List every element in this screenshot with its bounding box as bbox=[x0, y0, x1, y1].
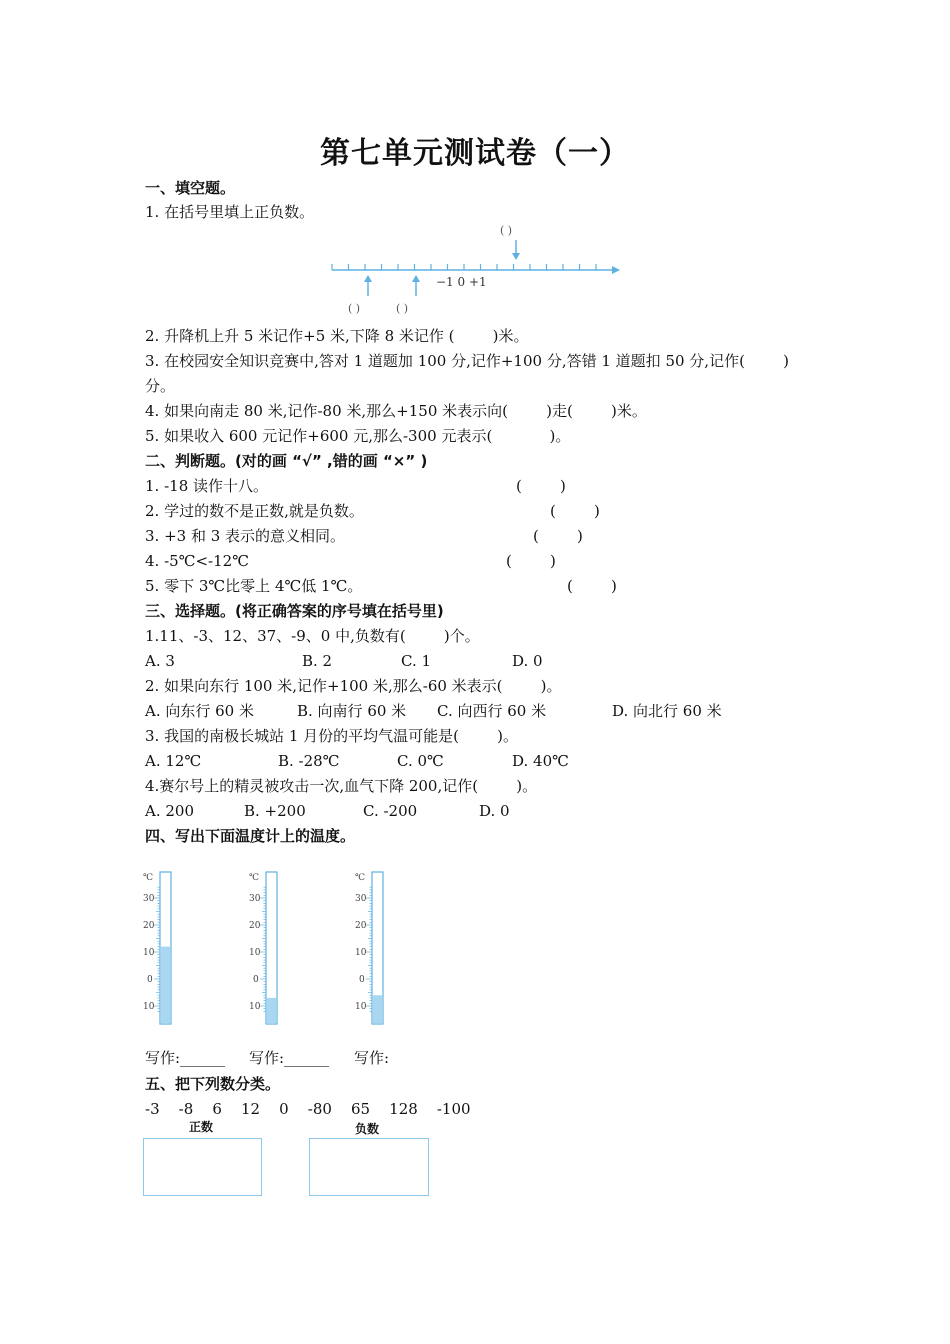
section-4-heading: 四、写出下面温度计上的温度。 bbox=[145, 827, 356, 845]
thermometer-tick-label: 0 bbox=[147, 975, 153, 985]
thermometer-mercury bbox=[161, 947, 170, 1023]
thermometer-tick-label: 0 bbox=[359, 975, 365, 985]
judge-bracket-1: ( ) bbox=[516, 477, 566, 495]
number-line-bottom-bracket-left: ( ) bbox=[348, 302, 361, 315]
choice-3-option-d: D. 40℃ bbox=[512, 752, 569, 770]
judge-item-1: 1. -18 读作十八。 bbox=[145, 477, 269, 495]
choice-1-option-b: B. 2 bbox=[302, 652, 333, 670]
number-line-labels: −1 0 +1 bbox=[436, 275, 487, 289]
judge-item-5: 5. 零下 3℃比零上 4℃低 1℃。 bbox=[145, 577, 363, 595]
thermometer-mercury bbox=[267, 998, 276, 1023]
thermometer-tick-label: 10 bbox=[249, 1002, 261, 1012]
positive-box bbox=[143, 1138, 262, 1196]
number-list: -3 -8 6 12 0 -80 65 128 -100 bbox=[145, 1100, 471, 1118]
thermometer-2-answer: 写作:______ bbox=[249, 1049, 330, 1067]
choice-1-option-a: A. 3 bbox=[145, 652, 175, 670]
choice-question-1: 1.11、-3、12、37、-9、0 中,负数有( )个。 bbox=[145, 627, 480, 645]
number-line-top-bracket: ( ) bbox=[500, 224, 513, 237]
thermometer-tick-label: 20 bbox=[355, 921, 367, 931]
thermometer-tick-label: 30 bbox=[249, 894, 261, 904]
thermometer-mercury bbox=[373, 995, 382, 1023]
thermometer-tick-label: 10 bbox=[355, 1002, 367, 1012]
question-1-3: 3. 在校园安全知识竞赛中,答对 1 道题加 100 分,记作+100 分,答错 1 道题扣 50 分,记作( ) bbox=[145, 352, 789, 370]
choice-3-option-b: B. -28℃ bbox=[278, 752, 340, 770]
thermometer-3 bbox=[352, 866, 392, 1030]
choice-1-option-d: D. 0 bbox=[512, 652, 543, 670]
question-1-4: 4. 如果向南走 80 米,记作-80 米,那么+150 米表示向( )走( )米。 bbox=[145, 402, 647, 420]
thermometer-tick-label: 10 bbox=[249, 948, 261, 958]
question-1-3-cont: 分。 bbox=[145, 377, 176, 395]
choice-4-option-c: C. -200 bbox=[363, 802, 418, 820]
judge-item-3: 3. +3 和 3 表示的意义相同。 bbox=[145, 527, 346, 545]
choice-2-option-c: C. 向西行 60 米 bbox=[437, 702, 547, 720]
judge-bracket-5: ( ) bbox=[567, 577, 617, 595]
thermometer-tick-label: 10 bbox=[143, 948, 155, 958]
choice-1-option-c: C. 1 bbox=[401, 652, 432, 670]
section-1-heading: 一、填空题。 bbox=[145, 179, 236, 197]
thermometer-tick-label: 20 bbox=[249, 921, 261, 931]
judge-bracket-3: ( ) bbox=[533, 527, 583, 545]
thermometer-tick-label: 0 bbox=[253, 975, 259, 985]
choice-4-option-b: B. +200 bbox=[244, 802, 306, 820]
section-2-heading: 二、判断题。(对的画 “√” ,错的画 “×” ) bbox=[145, 452, 428, 470]
section-5-heading: 五、把下列数分类。 bbox=[145, 1075, 281, 1093]
thermometer-tick-label: 10 bbox=[143, 1002, 155, 1012]
thermometer-unit: ℃ bbox=[249, 873, 260, 883]
thermometer-tick-label: 10 bbox=[355, 948, 367, 958]
choice-question-4: 4.赛尔号上的精灵被攻击一次,血气下降 200,记作( )。 bbox=[145, 777, 538, 795]
page-title: 第七单元测试卷（一） bbox=[320, 136, 630, 171]
number-line-bottom-bracket-right: ( ) bbox=[396, 302, 409, 315]
choice-2-option-b: B. 向南行 60 米 bbox=[297, 702, 407, 720]
judge-item-4: 4. -5℃<-12℃ bbox=[145, 552, 249, 570]
thermometer-tick-label: 30 bbox=[355, 894, 367, 904]
choice-question-3: 3. 我国的南极长城站 1 月份的平均气温可能是( )。 bbox=[145, 727, 519, 745]
choice-3-option-a: A. 12℃ bbox=[145, 752, 202, 770]
choice-3-option-c: C. 0℃ bbox=[397, 752, 444, 770]
thermometer-tick-label: 30 bbox=[143, 894, 155, 904]
choice-2-option-a: A. 向东行 60 米 bbox=[145, 702, 254, 720]
judge-bracket-4: ( ) bbox=[506, 552, 556, 570]
question-1-1: 1. 在括号里填上正负数。 bbox=[145, 203, 315, 221]
thermometer-tick-label: 20 bbox=[143, 921, 155, 931]
thermometer-1-answer: 写作:______ bbox=[145, 1049, 226, 1067]
positive-label: 正数 bbox=[189, 1120, 214, 1134]
section-3-heading: 三、选择题。(将正确答案的序号填在括号里) bbox=[145, 602, 444, 620]
negative-label: 负数 bbox=[355, 1122, 380, 1136]
negative-box bbox=[309, 1138, 429, 1196]
question-1-5: 5. 如果收入 600 元记作+600 元,那么-300 元表示( )。 bbox=[145, 427, 571, 445]
judge-item-2: 2. 学过的数不是正数,就是负数。 bbox=[145, 502, 364, 520]
thermometer-1 bbox=[140, 866, 180, 1030]
question-1-2: 2. 升降机上升 5 米记作+5 米,下降 8 米记作 ( )米。 bbox=[145, 327, 529, 345]
choice-question-2: 2. 如果向东行 100 米,记作+100 米,那么-60 米表示( )。 bbox=[145, 677, 562, 695]
thermometer-2 bbox=[246, 866, 286, 1030]
thermometer-unit: ℃ bbox=[143, 873, 154, 883]
judge-bracket-2: ( ) bbox=[550, 502, 600, 520]
choice-4-option-d: D. 0 bbox=[479, 802, 510, 820]
number-line bbox=[320, 218, 640, 318]
choice-4-option-a: A. 200 bbox=[145, 802, 194, 820]
thermometer-3-answer: 写作: bbox=[354, 1049, 390, 1067]
thermometer-unit: ℃ bbox=[355, 873, 366, 883]
choice-2-option-d: D. 向北行 60 米 bbox=[612, 702, 722, 720]
